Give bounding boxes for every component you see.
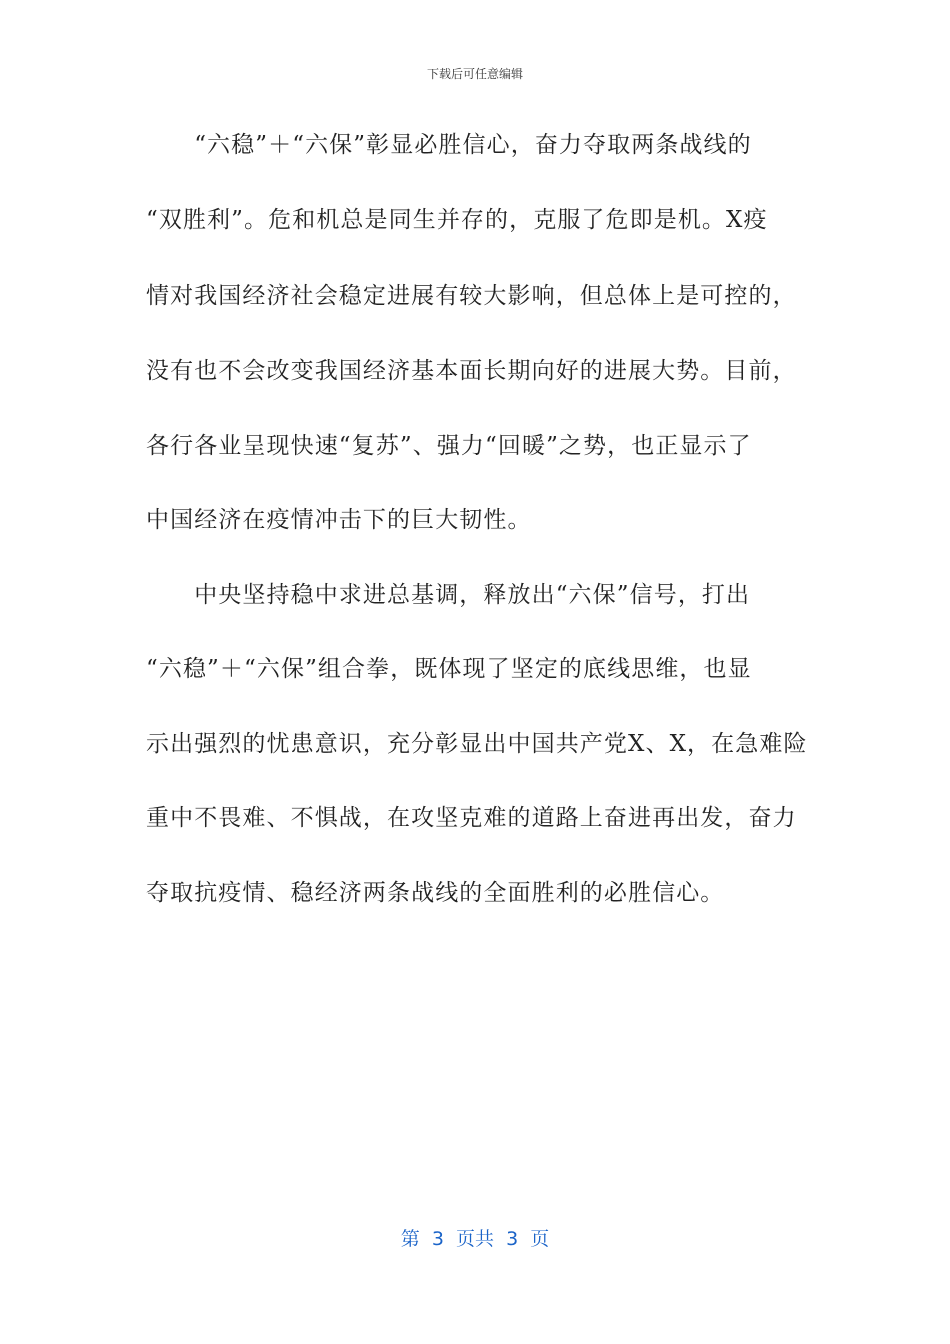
paragraph-1-line-4: 没有也不会改变我国经济基本面长期向好的进展大势。目前， [146,358,797,384]
paragraph-1-line-5: 各行各业呈现快速“复苏”、强力“回暖”之势，也正显示了 [146,433,752,459]
page-header: 下载后可任意编辑 [426,67,523,81]
paragraph-2-line-4: 重中不畏难、不惧战，在攻坚克难的道路上奋进再出发，奋力 [146,805,797,831]
paragraph-1-line-6: 中国经济在疫情冲击下的巨大韧性。 [146,507,532,533]
paragraph-1-line-3: 情对我国经济社会稳定进展有较大影响，但总体上是可控的， [146,283,797,309]
paragraph-2-line-2: “六稳”＋“六保”组合拳，既体现了坚定的底线思维，也显 [146,656,752,682]
paragraph-2-line-1: 中央坚持稳中求进总基调，释放出“六保”信号，打出 [146,582,751,608]
paragraph-2-line-5: 夺取抗疫情、稳经济两条战线的全面胜利的必胜信心。 [146,880,725,906]
page-number-footer: 第 3 页共 3 页 [400,1228,550,1250]
paragraph-1-line-2: “双胜利”。危和机总是同生并存的，克服了危即是机。X疫 [146,207,768,233]
paragraph-2-line-3: 示出强烈的忧患意识，充分彰显出中国共产党X、X，在急难险 [146,731,808,757]
paragraph-1-line-1: “六稳”＋“六保”彰显必胜信心，奋力夺取两条战线的 [146,132,752,158]
